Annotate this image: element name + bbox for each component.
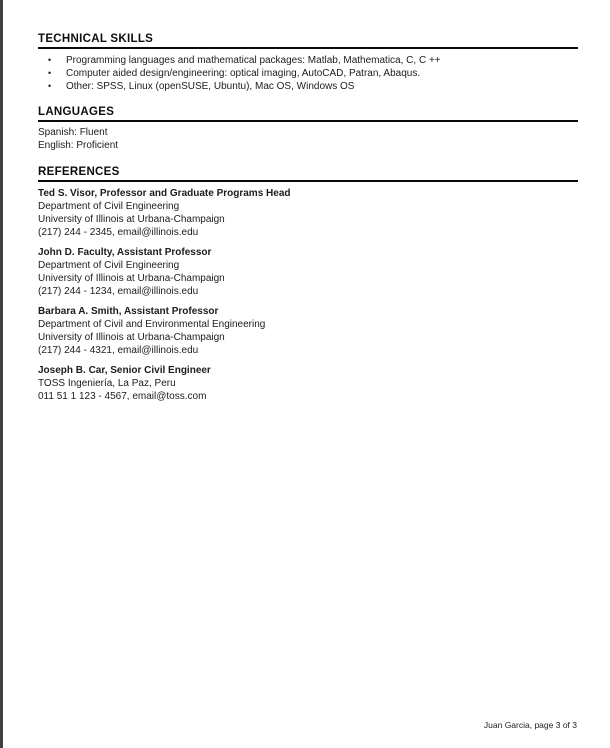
reference-name: Barbara A. Smith, Assistant Professor	[38, 306, 219, 317]
reference-name: John D. Faculty, Assistant Professor	[38, 247, 212, 258]
page-left-edge	[0, 0, 3, 748]
reference-entry	[38, 305, 578, 357]
page-content	[38, 33, 578, 403]
reference-line: Department of Civil and Environmental Engineering	[38, 319, 266, 330]
reference-name: Joseph B. Car, Senior Civil Engineer	[38, 365, 211, 376]
technical-skills-heading: TECHNICAL SKILLS	[38, 33, 578, 49]
reference-line: University of Illinois at Urbana-Champaign	[38, 332, 225, 343]
reference-line: (217) 244 - 4321, email@illinois.edu	[38, 345, 199, 356]
reference-line: Department of Civil Engineering	[38, 260, 180, 271]
list-item	[38, 67, 578, 80]
section-languages	[38, 106, 578, 152]
reference-entry	[38, 187, 578, 239]
languages-lines	[38, 126, 578, 152]
section-references	[38, 166, 578, 403]
references-heading: REFERENCES	[38, 166, 578, 182]
page-footer: Juan Garcia, page 3 of 3	[483, 720, 577, 730]
section-technical-skills	[38, 33, 578, 93]
reference-line: TOSS Ingeniería, La Paz, Peru	[38, 378, 176, 389]
reference-line: University of Illinois at Urbana-Champaign	[38, 273, 225, 284]
reference-entry	[38, 246, 578, 298]
reference-entry	[38, 364, 578, 403]
bullet-text: Other: SPSS, Linux (openSUSE, Ubuntu), Mac OS, Windows OS	[66, 81, 355, 92]
list-item	[38, 54, 578, 67]
reference-line: University of Illinois at Urbana-Champaign	[38, 214, 225, 225]
reference-line: 011 51 1 123 - 4567, email@toss.com	[38, 391, 207, 402]
languages-heading: LANGUAGES	[38, 106, 578, 122]
bullet-text: Computer aided design/engineering: optical imaging, AutoCAD, Patran, Abaqus.	[66, 68, 421, 79]
technical-skills-list	[38, 54, 578, 93]
bullet-icon: •	[48, 68, 52, 78]
language-line: English: Proficient	[38, 140, 119, 151]
reference-line: (217) 244 - 1234, email@illinois.edu	[38, 286, 199, 297]
bullet-icon: •	[48, 81, 52, 91]
reference-line: Department of Civil Engineering	[38, 201, 180, 212]
bullet-icon: •	[48, 55, 52, 65]
bullet-text: Programming languages and mathematical packages: Matlab, Mathematica, C, C ++	[66, 55, 441, 66]
reference-line: (217) 244 - 2345, email@illinois.edu	[38, 227, 199, 238]
language-line: Spanish: Fluent	[38, 127, 108, 138]
reference-name: Ted S. Visor, Professor and Graduate Programs Head	[38, 188, 291, 199]
list-item	[38, 80, 578, 93]
